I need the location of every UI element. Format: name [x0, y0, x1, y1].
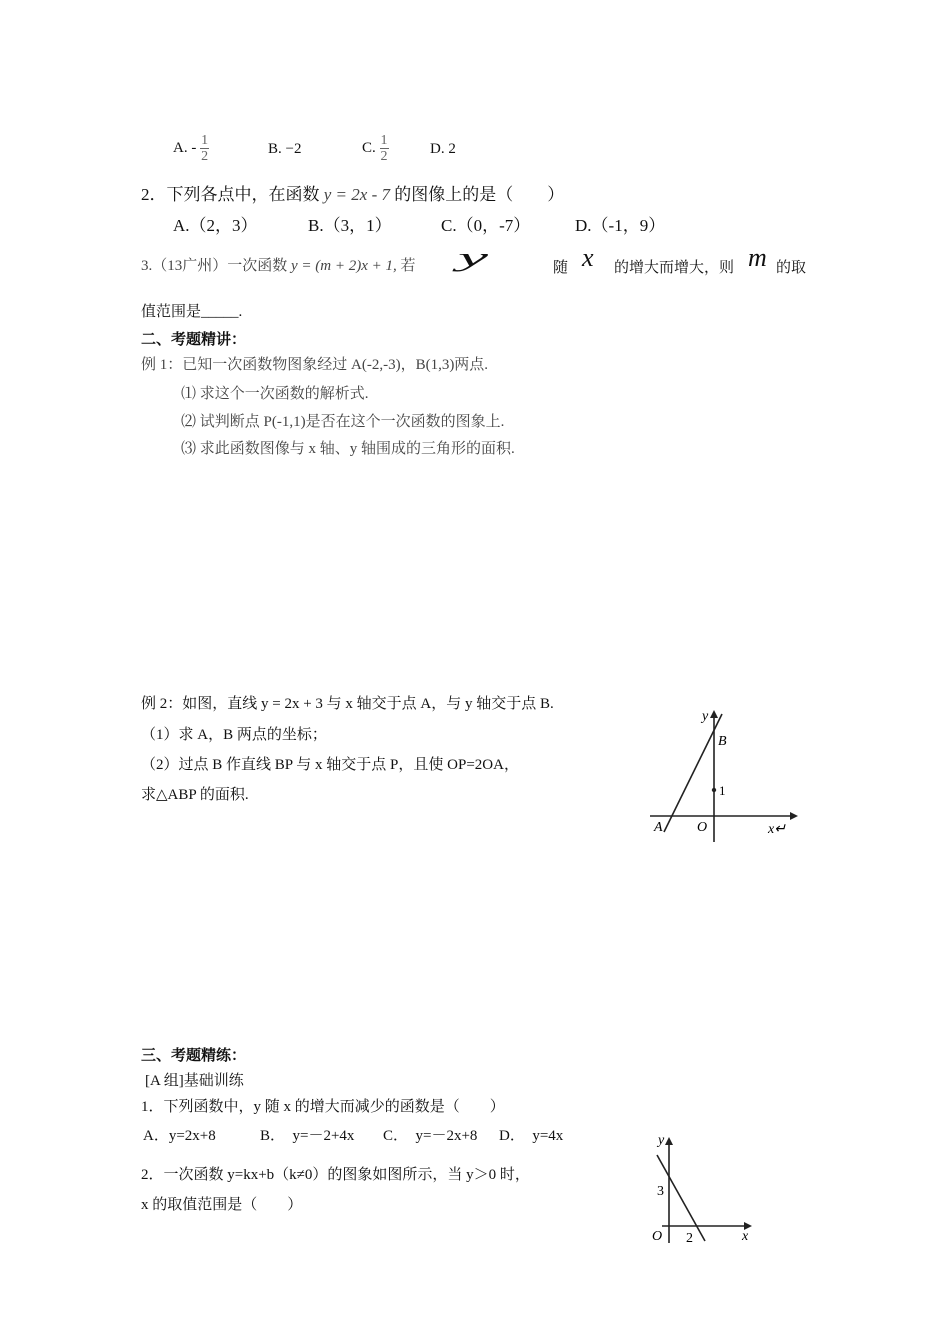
q2-formula: y = 2x - 7: [323, 185, 390, 204]
label-three: 3: [657, 1184, 664, 1199]
example1-item-2: ⑵ 试判断点 P(-1,1)是否在这个一次函数的图象上.: [181, 414, 505, 430]
label-y: y: [702, 709, 709, 724]
label-a: A: [654, 820, 663, 835]
example1-item-1: ⑴ 求这个一次函数的解析式.: [181, 386, 369, 402]
q1-option-a: A. - $\frac{1}{2}$: [173, 133, 209, 164]
fraction: $\frac{1}{2}$: [380, 133, 388, 164]
q3-line2: 值范围是_____.: [141, 304, 243, 320]
q3-end: 的取: [776, 260, 807, 276]
section3-q2-line2: x 的取值范围是（ ）: [141, 1197, 303, 1213]
x-axis-arrow: [790, 812, 798, 820]
q2-graph: [640, 1125, 770, 1250]
q3-x-variable: x: [582, 243, 594, 272]
example2-item-3: 求△ABP 的面积.: [141, 787, 249, 803]
label-o: O: [652, 1229, 663, 1244]
label-y: y: [658, 1133, 665, 1148]
q1-option-c: C. $\frac{1}{2}$: [362, 133, 388, 164]
q1-options: [173, 133, 209, 164]
q3-middle: 的增大而增大，则: [614, 260, 735, 276]
q3-y-variable: y: [458, 243, 489, 272]
label-x: x↵: [768, 822, 786, 837]
section2-title: 二、考题精讲：: [141, 332, 247, 348]
example2-intro: 例 2：如图，直线 y = 2x + 3 与 x 轴交于点 A，与 y 轴交于点 B.: [141, 696, 554, 712]
q2-question: 2．下列各点中，在函数 y = 2x - 7 的图像上的是（ ）: [141, 185, 565, 204]
y-axis-arrow: [710, 710, 718, 718]
point-one: [712, 788, 716, 792]
label-two: 2: [686, 1231, 693, 1246]
q1-option-b: B. −2: [268, 141, 302, 157]
section3-q1: 1．下列函数中，y 随 x 的增大而减少的函数是（ ）: [141, 1099, 505, 1115]
section3-q1-option-a: A．y=2x+8: [143, 1128, 216, 1144]
section3-group: [A 组]基础训练: [145, 1073, 244, 1089]
q2-option-a: A.（2，3）: [173, 216, 258, 235]
section3-title: 三、考题精练：: [141, 1048, 247, 1064]
q3-m-variable: m: [748, 243, 767, 272]
label-one: 1: [719, 783, 726, 798]
label-b: B: [718, 734, 727, 749]
q2-option-b: B.（3，1）: [308, 216, 392, 235]
section3-q2-line1: 2．一次函数 y=kx+b（k≠0）的图象如图所示，当 y＞0 时，: [141, 1167, 530, 1183]
q1-option-d: D. 2: [430, 141, 456, 157]
q3-formula: y = (m + 2)x + 1,: [291, 258, 397, 274]
fraction: $\frac{1}{2}$: [201, 133, 209, 164]
label-o: O: [697, 820, 708, 835]
example1-intro: 例 1：已知一次函数物图象经过 A(-2,-3)，B(1,3)两点.: [141, 357, 489, 373]
example1-item-3: ⑶ 求此函数图像与 x 轴、y 轴围成的三角形的面积.: [181, 441, 515, 457]
label-x: x: [742, 1229, 749, 1244]
q2-option-c: C.（0，-7）: [441, 216, 531, 235]
q2-option-d: D.（-1，9）: [575, 216, 666, 235]
example2-item-2: （2）过点 B 作直线 BP 与 x 轴交于点 P，且使 OP=2OA，: [141, 757, 519, 773]
section3-q1-option-b: B． y=－2+4x: [260, 1128, 355, 1144]
example2-graph: [640, 700, 810, 845]
y-axis-arrow: [665, 1137, 673, 1145]
q3-prefix: 3.（13广州）一次函数 y = (m + 2)x + 1, 若: [141, 258, 416, 274]
example2-item-1: （1）求 A，B 两点的坐标；: [141, 727, 327, 743]
line-graph: [657, 1155, 705, 1241]
section3-q1-option-d: D． y=4x: [499, 1128, 564, 1144]
q3-sui: 随: [553, 260, 569, 276]
section3-q1-option-c: C． y=－2x+8: [383, 1128, 478, 1144]
